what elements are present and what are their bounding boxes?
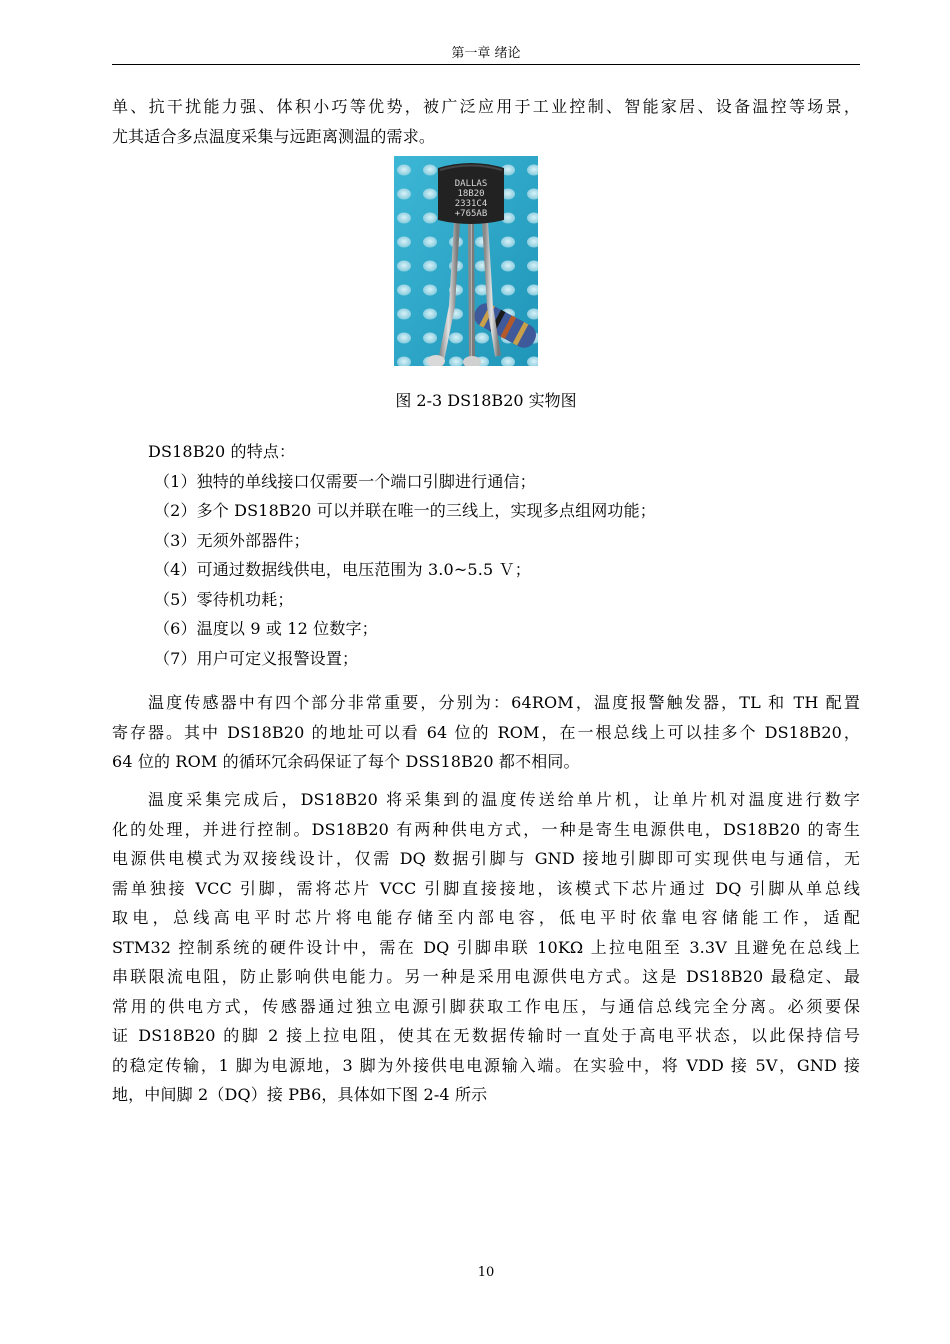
features-title: DS18B20 的特点： (148, 442, 296, 461)
list-item: （7）用户可定义报警设置； (154, 648, 359, 668)
figure-caption: 图 2-3 DS18B20 实物图 (395, 391, 577, 410)
text-line: 尤其适合多点温度采集与远距离测温的需求。 (112, 126, 436, 146)
text-line: 温度采集完成后，DS18B20 将采集到的温度传送给单片机，让单片机对温度进行数字 (148, 790, 860, 809)
pcb-hole (423, 309, 437, 320)
parts-paragraph (112, 688, 860, 777)
list-item: （2）多个 DS18B20 可以并联在唯一的三线上，实现多点组网功能； (154, 501, 656, 520)
pcb-hole (397, 309, 411, 320)
running-header: 第一章 绪论 (451, 46, 521, 61)
pcb-hole (501, 285, 515, 296)
text-line: 单、抗干扰能力强、体积小巧等优势，被广泛应用于工业控制、智能家居、设备温控等场景， (112, 97, 860, 116)
pcb-hole (423, 261, 437, 272)
ds18b20-photo (394, 156, 538, 366)
text-line: 寄存器。其中 DS18B20 的地址可以看 64 位的 ROM，在一根总线上可以挂多个 DS18B20， (112, 722, 860, 742)
pcb-hole (475, 333, 489, 344)
pcb-hole (397, 165, 411, 176)
list-item: （5）零待机功耗； (154, 589, 294, 609)
chip-marking-line: +765AB (454, 209, 488, 219)
text-line: 串联限流电阻，防止影响供电能力。另一种是采用电源供电方式。这是 DS18B20 最稳定、最 (112, 967, 860, 986)
text-line: 地，中间脚 2（DQ）接 PB6，具体如下图 2-4 所示 (112, 1085, 488, 1104)
chip-marking-line: 18B20 (457, 189, 485, 199)
pcb-hole (423, 285, 437, 296)
text-line: 的稳定传输，1 脚为电源地，3 脚为外接供电电源输入端。在实验中，将 VDD 接 5V，GND 接 (112, 1055, 860, 1075)
text-line: 64 位的 ROM 的循环冗余码保证了每个 DSS18B20 都不相同。 (112, 752, 580, 771)
pcb-hole (423, 213, 437, 224)
text-line: 温度传感器中有四个部分非常重要，分别为：64ROM，温度报警触发器，TL 和 TH 配置 (148, 693, 860, 712)
pcb-hole (501, 237, 515, 248)
text-line: STM32 控制系统的硬件设计中，需在 DQ 引脚串联 10KΩ 上拉电阻至 3.3V 且避免在总线上 (112, 937, 860, 957)
pcb-hole (397, 333, 411, 344)
text-line: 电源供电模式为双接线设计，仅需 DQ 数据引脚与 GND 接地引脚即可实现供电与通信，无 (112, 849, 860, 868)
pcb-hole (397, 189, 411, 200)
pcb-hole (501, 261, 515, 272)
text-line: 常用的供电方式，传感器通过独立电源引脚获取工作电压，与通信总线完全分离。必须要保 (112, 996, 860, 1016)
text-line: 取电，总线高电平时芯片将电能存储至内部电容，低电平时依靠电容储能工作，适配 (112, 908, 860, 927)
pcb-hole (423, 237, 437, 248)
list-item: （3）无须外部器件； (154, 530, 310, 550)
pcb-hole (449, 333, 463, 344)
intro-paragraph (112, 92, 860, 151)
pcb-hole (397, 285, 411, 296)
page-number: 10 (477, 1265, 495, 1280)
features-list (112, 437, 860, 673)
text-line: 需单独接 VCC 引脚，需将芯片 VCC 引脚直接接地，该模式下芯片通过 DQ 引脚从单总线 (112, 878, 860, 898)
pcb-hole (423, 165, 437, 176)
power-supply-paragraph (112, 785, 860, 1110)
pcb-hole (423, 189, 437, 200)
list-item: （6）温度以 9 或 12 位数字； (154, 619, 378, 638)
pcb-hole (397, 261, 411, 272)
text-line: 证 DS18B20 的脚 2 接上拉电阻，使其在无数据传输时一直处于高电平状态，以此保持信号 (112, 1026, 860, 1045)
pcb-hole (423, 333, 437, 344)
chip-marking-line: 2331C4 (454, 199, 488, 209)
chip-marking-line: DALLAS (454, 179, 488, 189)
pcb-hole (397, 237, 411, 248)
header-rule (112, 64, 860, 65)
text-line: 化的处理，并进行控制。DS18B20 有两种供电方式，一种是寄生电源供电，DS18B20 的寄生 (112, 819, 860, 839)
pcb-hole (397, 213, 411, 224)
list-item: （4）可通过数据线供电，电压范围为 3.0~5.5 Ｖ； (154, 560, 531, 579)
list-item: （1）独特的单线接口仅需要一个端口引脚进行通信； (154, 471, 536, 491)
